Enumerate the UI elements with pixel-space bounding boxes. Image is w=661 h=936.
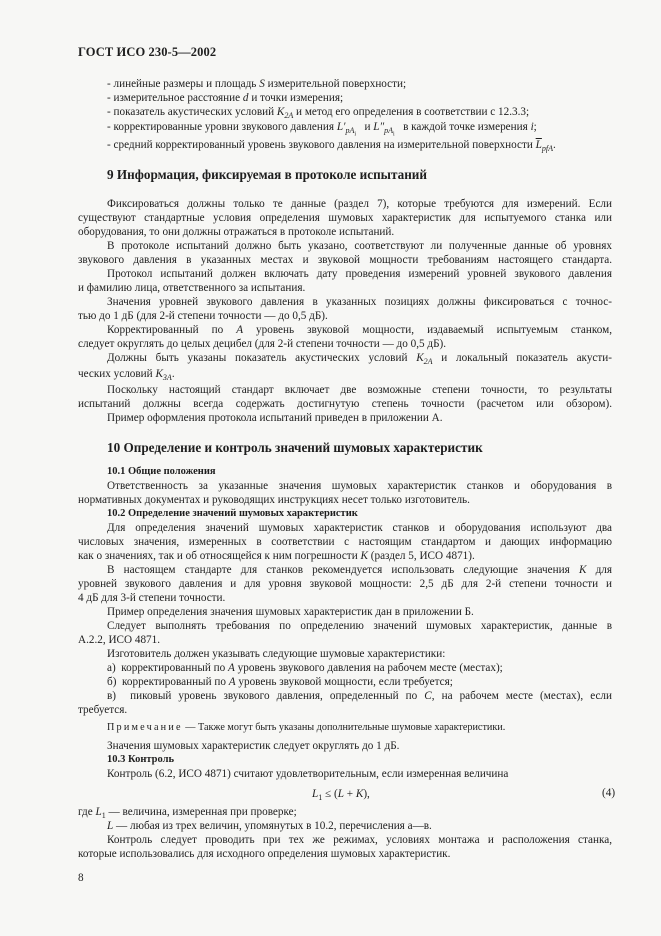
paragraph-line: как о значениях, так и об относящейся к ним погрешности K (раздел 5, ИСО 4871). xyxy=(78,550,475,562)
paragraph-line: требуется. xyxy=(78,704,128,716)
paragraph-line: Корректированный по A уровень звуковой мощности, издаваемый испытуемым станком, xyxy=(107,324,612,336)
equation: $L_1 \le (L + K)$, xyxy=(312,788,370,803)
paragraph-line: Пример оформления протокола испытаний приведен в приложении А. xyxy=(107,412,443,424)
paragraph-line: Значения уровней звукового давления в указанных позициях должны фиксироваться с точнос- xyxy=(107,296,612,308)
paragraph-line: испытаний должны всегда содержать достигнутую степень точности (расчетом или обзором). xyxy=(78,398,612,410)
paragraph-line: и фамилию лица, ответственного за испытания. xyxy=(78,282,306,294)
paragraph-line: существуют стандартные условия определения шумовых характеристик для испытуемого станка или xyxy=(78,212,612,224)
paragraph-line: Протокол испытаний должен включать дату проведения измерений уровней звукового давления xyxy=(107,268,612,280)
paragraph-line: А.2.2, ИСО 4871. xyxy=(78,634,161,646)
paragraph-line: Значения шумовых характеристик следует округлять до 1 дБ. xyxy=(107,740,400,752)
paragraph-line: Ответственность за указанные значения шумовых характеристик станков и оборудования в xyxy=(107,480,612,492)
subsection-10-2-title: 10.2 Определение значений шумовых характеристик xyxy=(107,508,358,519)
list-item: - показатель акустических условий $K_{2A}$ и метод его определения в соответствии с 12.3.3; xyxy=(107,106,530,121)
paragraph-line: Фиксироваться должны только те данные (раздел 7), которые требуются для измерений. Если xyxy=(107,198,612,210)
list-item: - средний корректированный уровень звукового давления на измерительной поверхности $\overline{L}_{pfA}$. xyxy=(107,139,556,154)
section-10-title: 10 Определение и контроль значений шумовых характеристик xyxy=(107,440,483,455)
paragraph-line: уровней звукового давления и для уровня звуковой мощности: 2,5 дБ для 2-й степени точности и xyxy=(78,578,612,590)
list-item: в) пиковый уровень звукового давления, определенный по C, на рабочем месте (местах), если xyxy=(107,690,612,702)
paragraph-line: тью до 1 дБ (для 2-й степени точности — до 0,5 дБ). xyxy=(78,310,328,322)
paragraph-line: звукового давления в указанных местах и звуковой мощности требованиям настоящего стандарта. xyxy=(78,254,612,266)
paragraph-line: Контроль (6.2, ИСО 4871) считают удовлетворительным, если измеренная величина xyxy=(107,768,509,780)
section-9-title: 9 Информация, фиксируемая в протоколе испытаний xyxy=(107,167,428,182)
subsection-10-1-title: 10.1 Общие положения xyxy=(107,466,216,477)
list-item: - измерительное расстояние d и точки измерения; xyxy=(107,92,344,104)
note xyxy=(107,721,505,735)
paragraph-line: следует округлять до целых децибел (для 2-й степени точности — до 0,5 дБ). xyxy=(78,338,447,350)
paragraph-line: Контроль следует проводить при тех же режимах, условиях монтажа и расположения станка, xyxy=(107,834,612,846)
paragraph-line: которые использовались для исходного определения шумовых характеристик. xyxy=(78,848,451,860)
note-label: Примечание xyxy=(107,722,183,733)
list-item: а) корректированный по A уровень звукового давления на рабочем месте (местах); xyxy=(107,662,503,674)
document-header: ГОСТ ИСО 230-5—2002 xyxy=(78,45,217,59)
paragraph-line: Пример определения значения шумовых характеристик дан в приложении Б. xyxy=(107,606,474,618)
subsection-10-3-title: 10.3 Контроль xyxy=(107,754,175,765)
paragraph-line: В настоящем стандарте для станков рекомендуется использовать следующие значения K для xyxy=(107,564,612,576)
list-item: б) корректированный по A уровень звуковой мощности, если требуется; xyxy=(107,676,453,688)
where-line: где $L_1$ — величина, измеренная при проверке; xyxy=(78,806,297,821)
paragraph-line: числовых значения, измеренных в соответствии с настоящим стандартом и дающих информацию xyxy=(78,536,612,548)
note-text: — Также могут быть указаны дополнительные шумовые характеристики. xyxy=(182,722,506,733)
where-line: L — любая из трех величин, упомянутых в 10.2, перечисления а—в. xyxy=(107,820,432,832)
equation-number: (4) xyxy=(602,787,616,799)
paragraph-line: В протоколе испытаний должно быть указано, соответствуют ли полученные данные об уровнях xyxy=(107,240,612,252)
list-item: - линейные размеры и площадь S измерительной поверхности; xyxy=(107,78,407,90)
page-number: 8 xyxy=(78,872,84,884)
paragraph-line: ческих условий $K_{3A}$. xyxy=(78,368,175,383)
paragraph-line: Для определения значений шумовых характеристик станков и оборудования используют два xyxy=(107,522,612,534)
paragraph-line: 4 дБ для 3-й степени точности. xyxy=(78,592,226,604)
paragraph-line: Поскольку настоящий стандарт включает две возможные степени точности, то результаты xyxy=(107,384,612,396)
list-item: - корректированные уровни звукового давления $L'_{pA_i}$ и $L''_{pA_i}$ в каждой точке измерения i; xyxy=(107,121,537,138)
paragraph-line: Должны быть указаны показатель акустических условий $K_{2A}$ и локальный показатель акусти- xyxy=(107,352,612,367)
paragraph-line: нормативных документах и руководящих инструкциях несет только изготовитель. xyxy=(78,494,470,506)
paragraph-line: Изготовитель должен указывать следующие шумовые характеристики: xyxy=(107,648,446,660)
paragraph-line: оборудования, то они должны отражаться в протоколе испытаний. xyxy=(78,226,395,238)
paragraph-line: Следует выполнять требования по определению значений шумовых характеристик, данные в xyxy=(107,620,612,632)
